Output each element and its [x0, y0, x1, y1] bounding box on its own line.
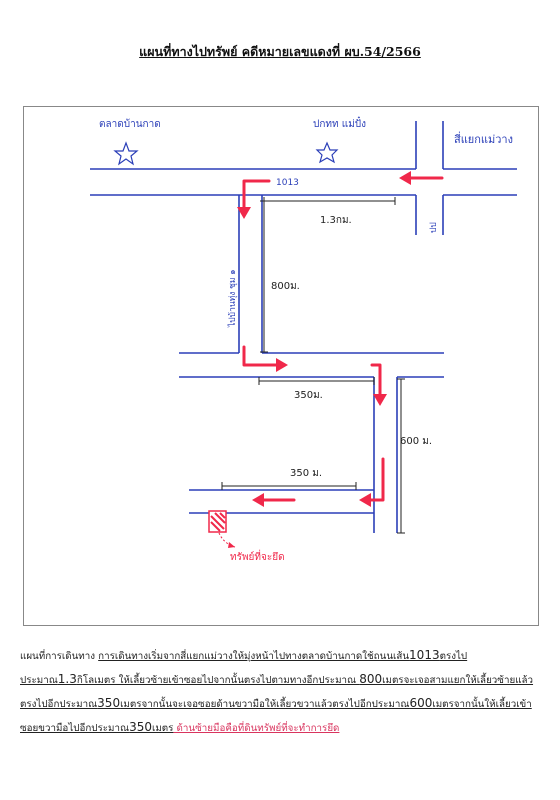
- desc-part: กิโลเมตร ให้เลี้ยวซ้ายเข้าซอยไปจากนั้นตรงไปตามทางอีกประมาณ: [76, 675, 360, 686]
- desc-intro: แผนที่การเดินทาง: [20, 651, 99, 662]
- desc-part: เมตรจากนั้นให้เลี้ยวเข้าซอยขวามือไปอีกประมาณ: [20, 699, 532, 734]
- route-path: [244, 178, 442, 500]
- desc-part: เมตร: [151, 723, 174, 734]
- arrow-right-icon: [276, 358, 288, 372]
- arrow-left-icon: [399, 171, 411, 185]
- desc-distance: 1.3: [57, 672, 77, 686]
- desc-distance: 800: [359, 672, 383, 686]
- side-road-1: [239, 195, 262, 353]
- arrow-down-icon: [373, 394, 387, 406]
- junction-label: สี่แยกแม่วาง: [454, 133, 513, 146]
- distance-2-label: 800ม.: [271, 281, 300, 292]
- main-road: [90, 121, 517, 235]
- arrow-left-icon: [252, 493, 264, 507]
- target-property: [209, 511, 235, 548]
- desc-part: เมตรจากนั้นจะเจอซอยด้านขวามือให้เลี้ยวขวาแล้วตรงไปอีกประมาณ: [120, 699, 410, 710]
- side-road-label: ไปบ้านทุ่ง ชุม ๑: [228, 269, 238, 327]
- landmark-stars: [115, 143, 337, 164]
- route-description: [20, 644, 544, 740]
- desc-target-note: ด้านซ้ายมือคือที่ดินทรัพย์ที่จะทำการยึด: [173, 723, 340, 734]
- target-label: ทรัพย์ที่จะยึด: [230, 552, 285, 563]
- road-1013-label: 1013: [276, 178, 299, 188]
- star-icon: [115, 143, 137, 164]
- school-label: ปกทท แม่ปั๋ง: [313, 119, 367, 130]
- distance-4-label: 600 ม.: [400, 436, 433, 447]
- desc-road-number: 1013: [409, 648, 440, 662]
- star-icon: [317, 143, 337, 162]
- right-road-label: ปป: [429, 222, 439, 233]
- middle-road: [179, 353, 444, 377]
- page-title: แผนที่ทางไปทรัพย์ คดีหมายเลขแดงที่ ผบ.54/2566: [139, 44, 421, 59]
- desc-part: ตรงไปประมาณ: [20, 651, 468, 686]
- distance-3-label: 350ม.: [294, 390, 323, 401]
- distance-1-label: 1.3กม.: [320, 215, 352, 226]
- desc-distance: 350: [97, 696, 121, 710]
- route-map: [23, 106, 539, 626]
- arrow-left-icon: [359, 493, 371, 507]
- map-drawing: [24, 107, 540, 627]
- market-label: ตลาดบ้านกาด: [99, 119, 161, 130]
- distance-5-label: 350 ม.: [290, 468, 323, 479]
- desc-part: เมตรจะเจอสามแยกให้เลี้ยวซ้ายแล้วตรงไปอีกประมาณ: [20, 675, 534, 710]
- desc-distance: 350: [129, 720, 152, 734]
- desc-distance: 600: [409, 696, 433, 710]
- desc-part: การเดินทางเริ่มจากสี่แยกแม่วางให้มุ่งหน้าไปทางตลาดบ้านกาดใช้ถนนเส้น: [98, 651, 410, 662]
